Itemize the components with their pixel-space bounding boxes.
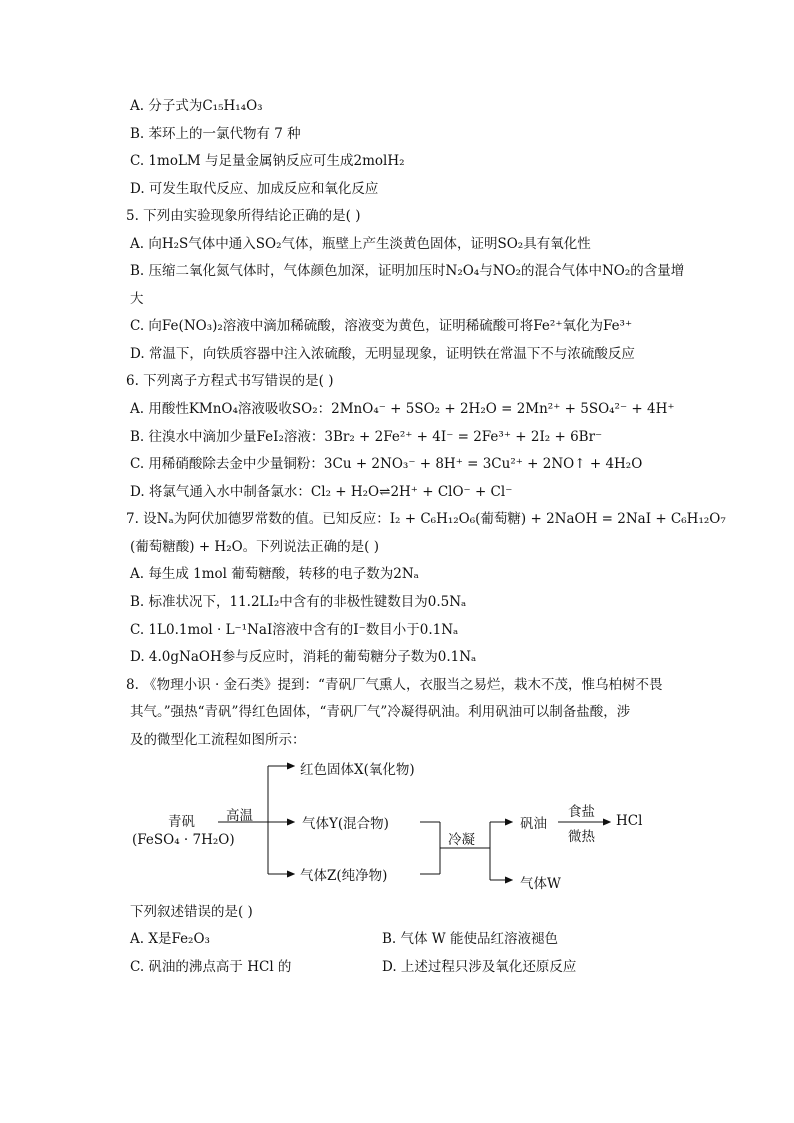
- q5-option-b-cont: 大: [130, 291, 144, 307]
- q4-option-b: B. 苯环上的一氯代物有 7 种: [130, 126, 301, 142]
- label-z: 气体Z(纯净物): [300, 868, 388, 884]
- q8-question: 下列叙述错误的是( ): [130, 904, 253, 920]
- q6-stem: 6. 下列离子方程式书写错误的是( ): [126, 373, 334, 389]
- q8-option-a: A. X是Fe₂O₃: [130, 931, 210, 947]
- q8-stem-2: 其气。”强热“青矾”得红色固体，“青矾厂气”冷凝得矾油。利用矾油可以制备盐酸，涉: [130, 704, 631, 720]
- label-weire: 微热: [568, 829, 595, 845]
- label-x: 红色固体X(氧化物): [300, 762, 415, 778]
- q7-option-a: A. 每生成 1mol 葡萄糖酸，转移的电子数为2Nₐ: [130, 566, 419, 582]
- q4-option-a: A. 分子式为C₁₅H₁₄O₃: [130, 98, 263, 114]
- label-hcl: HCl: [616, 813, 643, 829]
- q4-option-d: D. 可发生取代反应、加成反应和氧化反应: [130, 181, 379, 197]
- label-lengning: 冷凝: [448, 832, 475, 848]
- q7-stem-1: 7. 设Nₐ为阿伏加德罗常数的值。已知反应：I₂ + C₆H₁₂O₆(葡萄糖) + 2NaOH = 2NaI + C₆H₁₂O₇: [126, 511, 726, 527]
- q5-option-c: C. 向Fe(NO₃)₂溶液中滴加稀硫酸，溶液变为黄色，证明稀硫酸可将Fe²⁺氧化为Fe³⁺: [130, 318, 633, 334]
- q8-stem-3: 及的微型化工流程如图所示：: [130, 732, 306, 748]
- q6-option-d: D. 将氯气通入水中制备氯水：Cl₂ + H₂O⇌2H⁺ + ClO⁻ + Cl⁻: [130, 484, 513, 500]
- q5-option-d: D. 常温下，向铁质容器中注入浓硫酸，无明显现象，证明铁在常温下不与浓硫酸反应: [130, 346, 635, 362]
- q5-stem: 5. 下列由实验现象所得结论正确的是( ): [126, 208, 361, 224]
- label-y: 气体Y(混合物): [302, 816, 389, 832]
- q8-stem-1: 8. 《物理小识 · 金石类》提到：“青矾厂气熏人，衣服当之易烂，栽木不茂，惟乌柏树不畏: [126, 677, 663, 693]
- q5-option-b: B. 压缩二氧化氮气体时，气体颜色加深，证明加压时N₂O₄与NO₂的混合气体中NO₂的含量增: [130, 263, 685, 279]
- process-flow-diagram: [130, 752, 690, 900]
- q7-option-b: B. 标准状况下，11.2LI₂中含有的非极性键数目为0.5Nₐ: [130, 594, 467, 610]
- label-qingfan: 青矾: [168, 814, 195, 830]
- q6-option-a: A. 用酸性KMnO₄溶液吸收SO₂：2MnO₄⁻ + 5SO₂ + 2H₂O = 2Mn²⁺ + 5SO₄²⁻ + 4H⁺: [130, 401, 675, 417]
- q6-option-b: B. 往溴水中滴加少量FeI₂溶液：3Br₂ + 2Fe²⁺ + 4I⁻ = 2Fe³⁺ + 2I₂ + 6Br⁻: [130, 429, 603, 445]
- label-qingfan-formula: (FeSO₄ · 7H₂O): [132, 832, 235, 848]
- q4-option-c: C. 1moLM 与足量金属钠反应可生成2molH₂: [130, 153, 405, 169]
- label-w: 气体W: [520, 876, 561, 892]
- q7-stem-2: (葡萄糖酸) + H₂O。下列说法正确的是( ): [130, 539, 380, 555]
- q6-option-c: C. 用稀硝酸除去金中少量铜粉：3Cu + 2NO₃⁻ + 8H⁺ = 3Cu²⁺ + 2NO↑ + 4H₂O: [130, 456, 643, 472]
- q8-option-b: B. 气体 W 能使品红溶液褪色: [382, 931, 558, 947]
- q5-option-a: A. 向H₂S气体中通入SO₂气体，瓶壁上产生淡黄色固体，证明SO₂具有氧化性: [130, 236, 591, 252]
- q7-option-d: D. 4.0gNaOH参与反应时，消耗的葡萄糖分子数为0.1Nₐ: [130, 649, 477, 665]
- label-shiyan: 食盐: [568, 804, 595, 820]
- q8-option-c: C. 矾油的沸点高于 HCl 的: [130, 959, 292, 975]
- label-fanyou: 矾油: [520, 816, 547, 832]
- q7-option-c: C. 1L0.1mol · L⁻¹NaI溶液中含有的I⁻数目小于0.1Nₐ: [130, 622, 459, 638]
- label-gaowen: 高温: [226, 808, 253, 824]
- q8-option-d: D. 上述过程只涉及氧化还原反应: [382, 959, 577, 975]
